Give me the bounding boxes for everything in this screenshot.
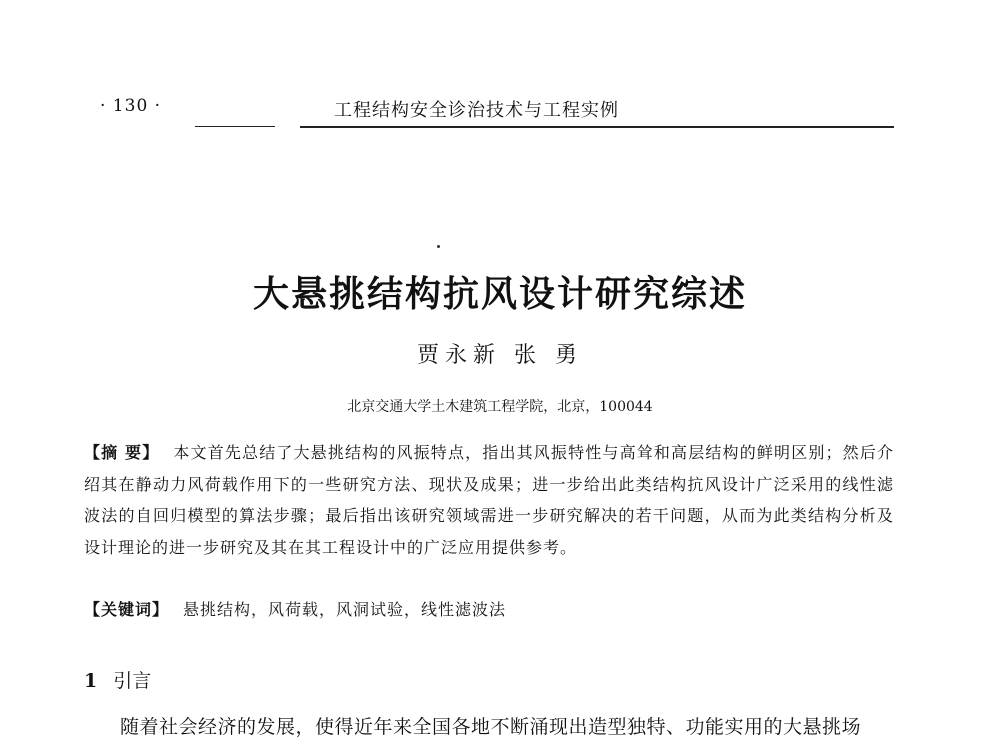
section-title: 引言 [113,670,152,692]
scan-speck [437,245,440,248]
running-header-title: 工程结构安全诊治技术与工程实例 [334,100,619,121]
abstract-text: 本文首先总结了大悬挑结构的风振特点，指出其风振特性与高耸和高层结构的鲜明区别；然后介绍其在静动力风荷载作用下的一些研究方法、现状及成果；进一步给出此类结构抗风设计广泛采用的线性滤波法的自回归模型的算法步骤；最后指出该研究领域需进一步研究解决的若干问题，从而为此类结构分析及设计理论的进一步研究及其在其工程设计中的广泛应用提供参考。 [84,443,894,557]
abstract-label: 【摘 要】 [84,443,160,462]
header-rule-short [195,126,275,127]
header-rule [300,126,894,128]
paper-authors: 贾永新 张 勇 [417,343,583,368]
paper-title: 大悬挑结构抗风设计研究综述 [252,273,747,315]
section-number: 1 [84,670,98,692]
keywords-text: 悬挑结构，风荷载，风洞试验，线性滤波法 [183,600,507,619]
keywords-label: 【关键词】 [84,600,170,619]
body-paragraph: 随着社会经济的发展，使得近年来全国各地不断涌现出造型独特、功能实用的大悬挑场 [120,716,862,738]
abstract-block [84,437,894,563]
keywords-block [84,597,506,620]
page-number: · 130 · [100,96,162,116]
paper-affiliation: 北京交通大学土木建筑工程学院，北京，100044 [347,399,653,415]
section-heading [84,666,151,693]
